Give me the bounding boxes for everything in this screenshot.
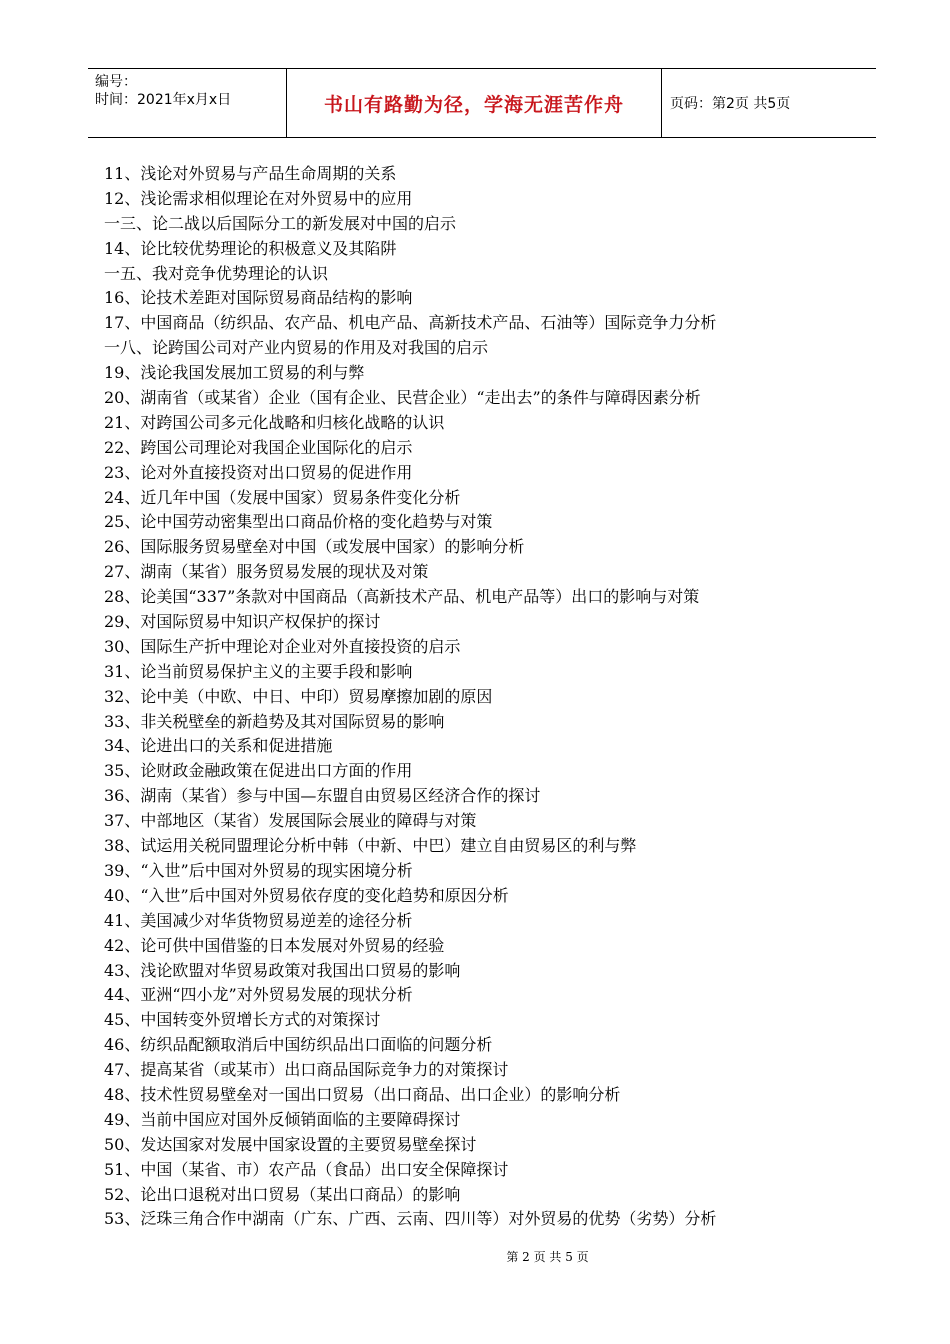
- topic-item: 48、技术性贸易壁垒对一国出口贸易（出口商品、出口企业）的影响分析: [104, 1084, 621, 1104]
- topic-item: 一三、论二战以后国际分工的新发展对中国的启示: [104, 213, 457, 233]
- header-meta-cell: [88, 69, 287, 137]
- header-motto-cell: [287, 69, 662, 137]
- topic-item: 25、论中国劳动密集型出口商品价格的变化趋势与对策: [104, 512, 493, 532]
- topic-item: 37、中部地区（某省）发展国际会展业的障碍与对策: [104, 811, 477, 831]
- header-page-cell: [662, 69, 876, 137]
- topic-item: 27、湖南（某省）服务贸易发展的现状及对策: [104, 562, 429, 582]
- header-table: [88, 68, 876, 138]
- topic-item: 一五、我对竞争优势理论的认识: [104, 263, 329, 283]
- document-number-label: 编号：: [95, 74, 137, 90]
- topic-item: 34、论进出口的关系和促进措施: [104, 736, 333, 756]
- topic-item: 39、“入世”后中国对外贸易的现实困境分析: [104, 860, 413, 880]
- topic-item: 47、提高某省（或某市）出口商品国际竞争力的对策探讨: [104, 1060, 509, 1080]
- topic-item: 22、跨国公司理论对我国企业国际化的启示: [104, 437, 413, 457]
- topic-item: 53、泛珠三角合作中湖南（广东、广西、云南、四川等）对外贸易的优势（劣势）分析: [104, 1209, 717, 1229]
- topic-item: 40、“入世”后中国对外贸易依存度的变化趋势和原因分析: [104, 885, 509, 905]
- topic-item: 11、浅论对外贸易与产品生命周期的关系: [104, 164, 397, 183]
- topic-item: 43、浅论欧盟对华贸易政策对我国出口贸易的影响: [104, 960, 461, 980]
- topic-item: 49、当前中国应对国外反倾销面临的主要障碍探讨: [104, 1109, 461, 1129]
- topic-item: 42、论可供中国借鉴的日本发展对外贸易的经验: [104, 935, 445, 955]
- topic-item: 24、近几年中国（发展中国家）贸易条件变化分析: [104, 487, 461, 507]
- motto-text: 书山有路勤为径，学海无涯苦作舟: [323, 93, 624, 116]
- topic-item: 41、美国减少对华货物贸易逆差的途径分析: [104, 910, 413, 930]
- topic-item: 23、论对外直接投资对出口贸易的促进作用: [104, 462, 413, 482]
- topic-list: [104, 162, 864, 1232]
- topic-item: 35、论财政金融政策在促进出口方面的作用: [104, 761, 413, 781]
- topic-item: 一八、论跨国公司对产业内贸易的作用及对我国的启示: [104, 338, 489, 358]
- topic-item: 44、亚洲“四小龙”对外贸易发展的现状分析: [104, 985, 413, 1005]
- topic-item: 14、论比较优势理论的积极意义及其陷阱: [104, 238, 397, 258]
- topic-item: 45、中国转变外贸增长方式的对策探讨: [104, 1010, 381, 1030]
- page-footer: [0, 1248, 950, 1265]
- topic-item: 17、中国商品（纺织品、农产品、机电产品、高新技术产品、石油等）国际竞争力分析: [104, 313, 717, 333]
- topic-item: 12、浅论需求相似理论在对外贸易中的应用: [104, 188, 413, 208]
- topic-item: 20、湖南省（或某省）企业（国有企业、民营企业）“走出去”的条件与障碍因素分析: [104, 388, 701, 408]
- header-page-info: 页码：第2页 共5页: [670, 96, 791, 112]
- footer-page-number: 第 2 页 共 5 页: [506, 1250, 589, 1264]
- topic-item: 52、论出口退税对出口贸易（某出口商品）的影响: [104, 1184, 461, 1204]
- topic-item: 21、对跨国公司多元化战略和归核化战略的认识: [104, 412, 445, 432]
- document-time-label: 时间：2021年x月x日: [95, 92, 232, 108]
- topic-item: 31、论当前贸易保护主义的主要手段和影响: [104, 661, 413, 681]
- topic-item: 51、中国（某省、市）农产品（食品）出口安全保障探讨: [104, 1159, 509, 1179]
- topic-item: 26、国际服务贸易壁垒对中国（或发展中国家）的影响分析: [104, 537, 525, 557]
- topic-item: 19、浅论我国发展加工贸易的利与弊: [104, 363, 365, 383]
- topic-item: 38、试运用关税同盟理论分析中韩（中新、中巴）建立自由贸易区的利与弊: [104, 836, 637, 856]
- topic-item: 36、湖南（某省）参与中国—东盟自由贸易区经济合作的探讨: [104, 786, 541, 806]
- topic-item: 16、论技术差距对国际贸易商品结构的影响: [104, 288, 413, 308]
- topic-item: 46、纺织品配额取消后中国纺织品出口面临的问题分析: [104, 1035, 493, 1055]
- topic-item: 32、论中美（中欧、中日、中印）贸易摩擦加剧的原因: [104, 686, 493, 706]
- topic-item: 30、国际生产折中理论对企业对外直接投资的启示: [104, 636, 461, 656]
- topic-item: 28、论美国“337”条款对中国商品（高新技术产品、机电产品等）出口的影响与对策: [104, 587, 700, 607]
- topic-item: 50、发达国家对发展中国家设置的主要贸易壁垒探讨: [104, 1134, 477, 1154]
- topic-item: 29、对国际贸易中知识产权保护的探讨: [104, 612, 381, 632]
- topic-item: 33、非关税壁垒的新趋势及其对国际贸易的影响: [104, 711, 445, 731]
